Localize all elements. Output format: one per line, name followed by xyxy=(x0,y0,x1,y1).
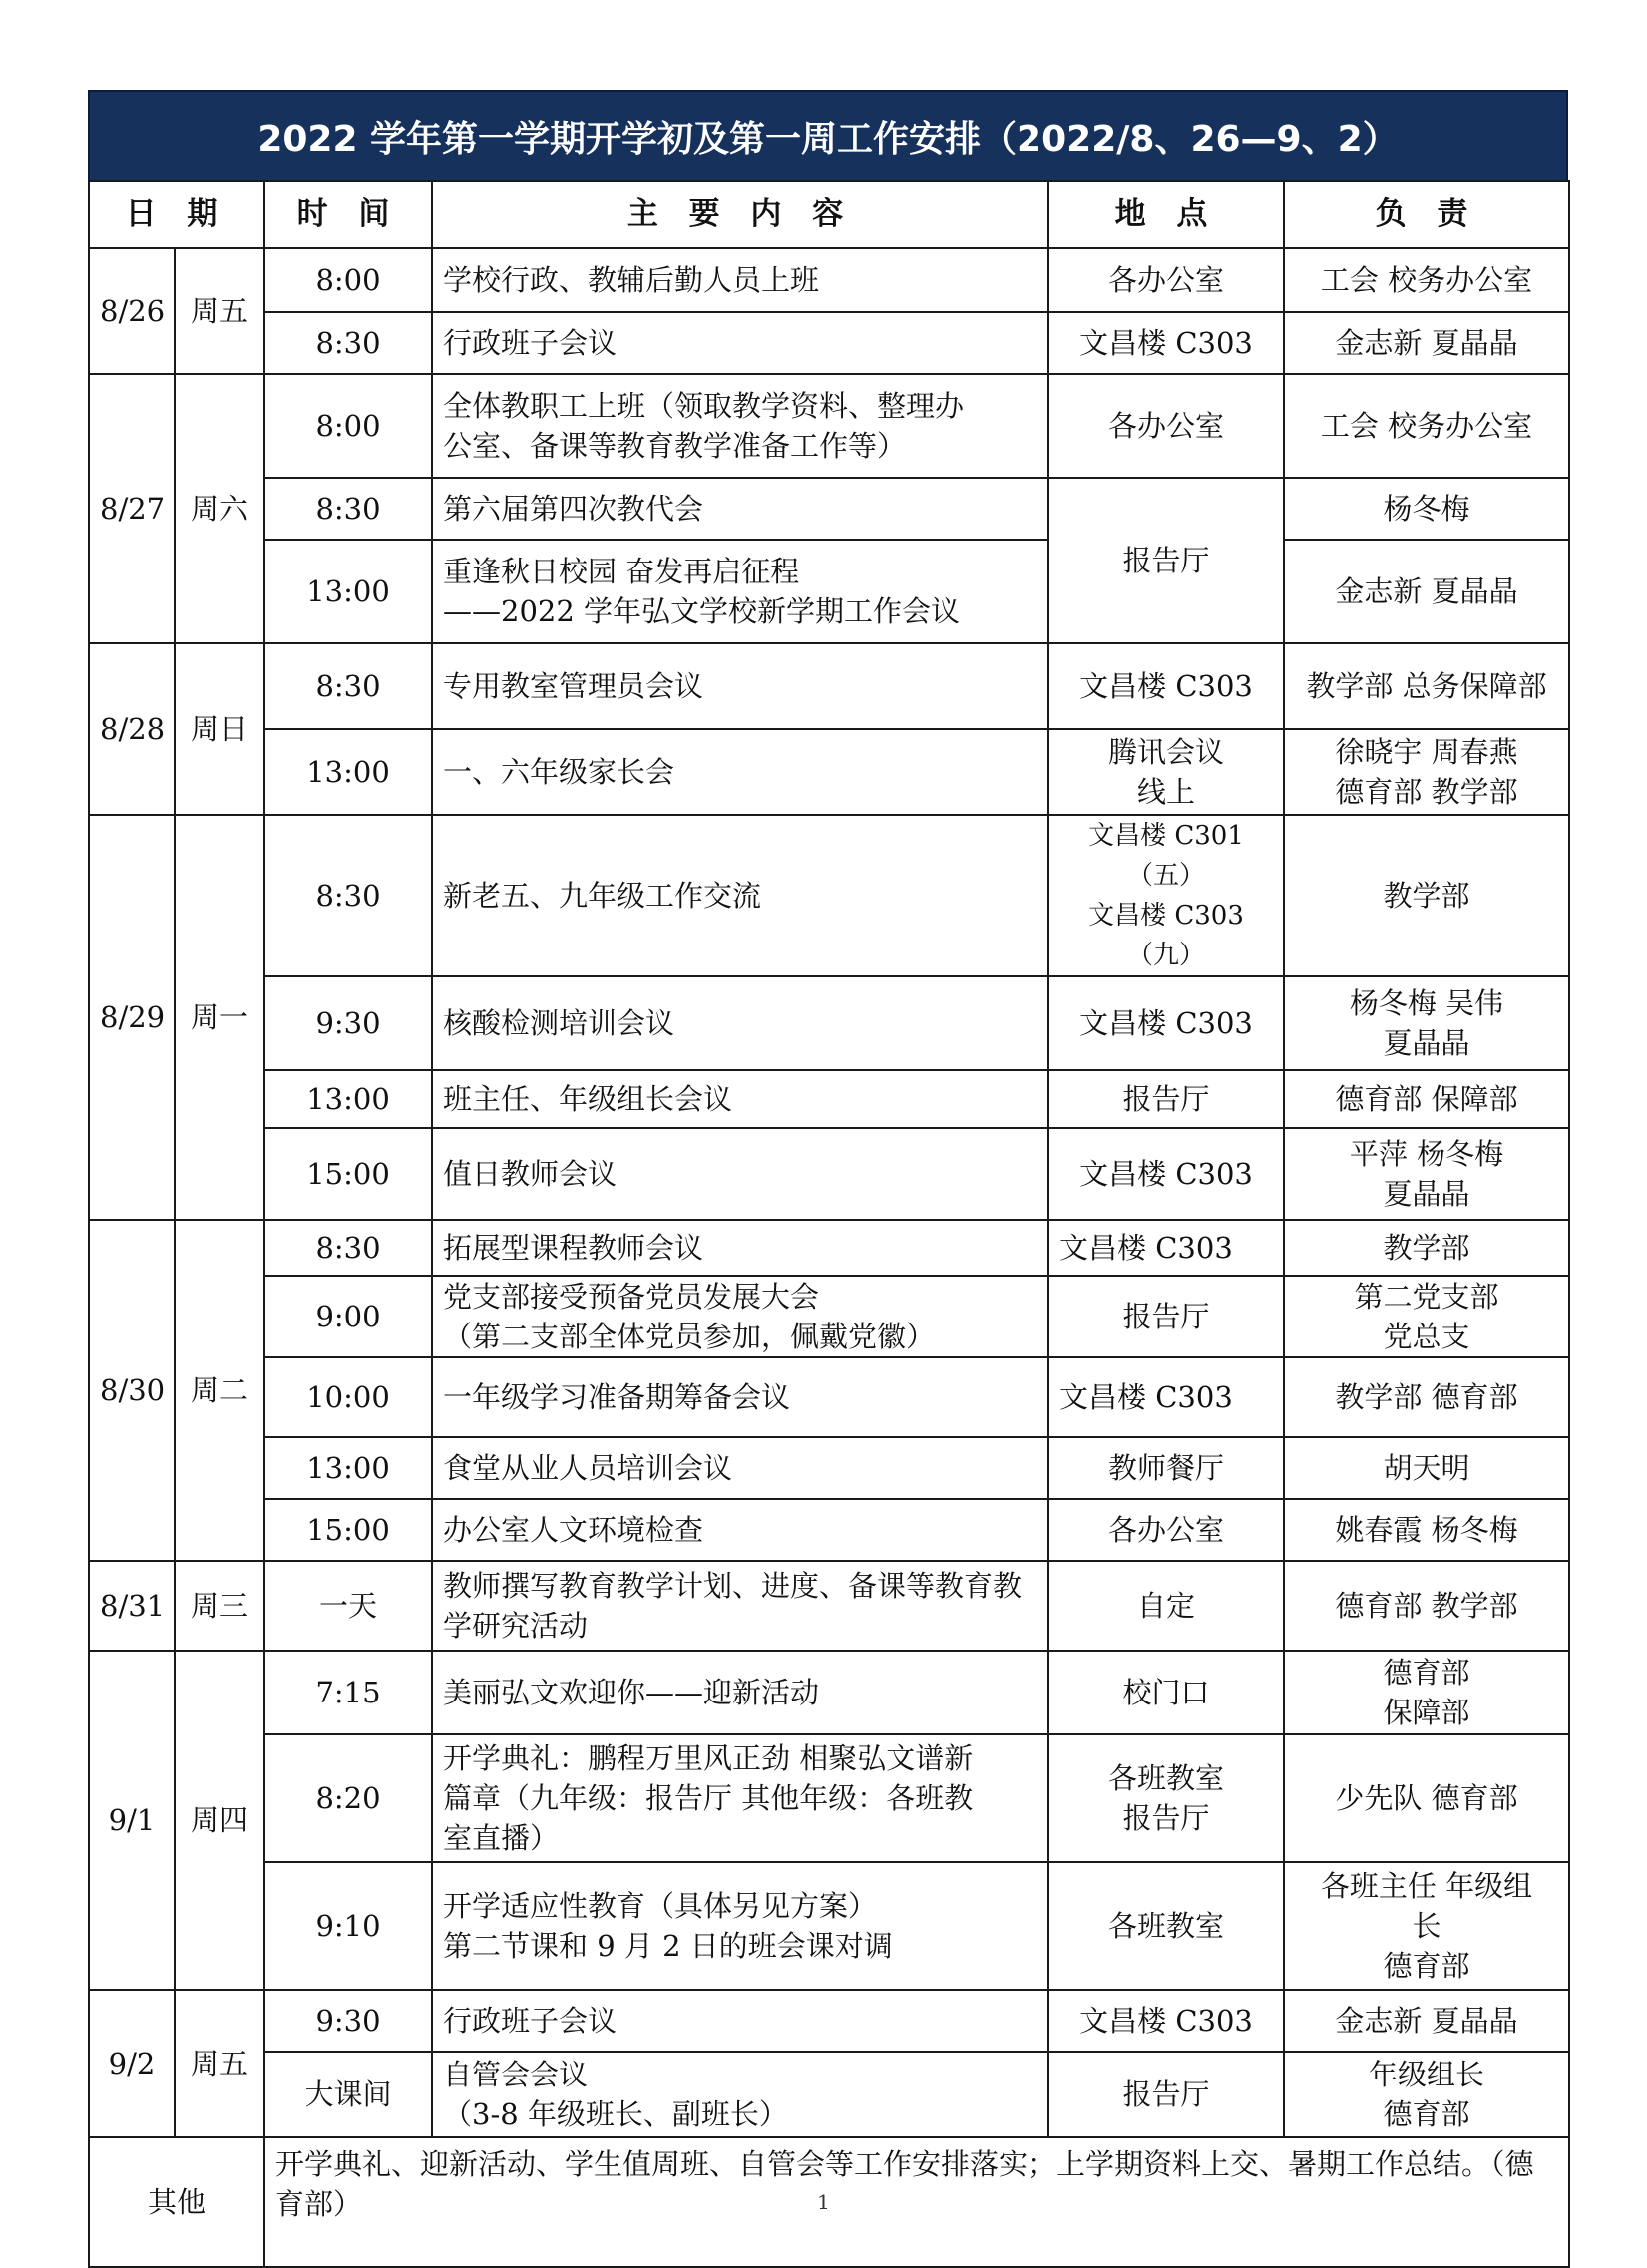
date-cell: 8/29 xyxy=(89,815,175,1220)
content-cell: 值日教师会议 xyxy=(432,1128,1048,1220)
table-row xyxy=(89,1862,1569,1990)
date-cell: 8/27 xyxy=(89,374,175,643)
table-row xyxy=(89,1651,1569,1734)
owner-cell: 工会 校务办公室 xyxy=(1284,248,1569,312)
place-cell: 文昌楼 C303 xyxy=(1048,1220,1284,1276)
time-cell: 一天 xyxy=(264,1561,432,1651)
other-label: 其他 xyxy=(89,2137,264,2267)
time-cell: 8:30 xyxy=(264,478,432,540)
date-cell: 9/2 xyxy=(89,1990,175,2137)
place-cell: 教师餐厅 xyxy=(1048,1437,1284,1499)
place-cell: 报告厅 xyxy=(1048,478,1284,643)
time-cell: 9:10 xyxy=(264,1862,432,1990)
weekday-cell: 周四 xyxy=(175,1651,264,1990)
time-cell: 9:00 xyxy=(264,1276,432,1357)
date-cell: 8/31 xyxy=(89,1561,175,1651)
time-cell: 15:00 xyxy=(264,1128,432,1220)
content-cell: 党支部接受预备党员发展大会 （第二支部全体党员参加，佩戴党徽） xyxy=(432,1276,1048,1357)
owner-cell: 第二党支部 党总支 xyxy=(1284,1276,1569,1357)
table-row xyxy=(89,1070,1569,1128)
date-cell: 8/28 xyxy=(89,643,175,815)
table-row xyxy=(89,815,1569,976)
owner-cell: 金志新 夏晶晶 xyxy=(1284,312,1569,374)
content-cell: 办公室人文环境检查 xyxy=(432,1499,1048,1561)
header-place: 地 点 xyxy=(1048,181,1284,248)
place-cell: 报告厅 xyxy=(1048,2052,1284,2137)
content-cell: 一年级学习准备期筹备会议 xyxy=(432,1357,1048,1437)
time-cell: 15:00 xyxy=(264,1499,432,1561)
place-cell: 报告厅 xyxy=(1048,1276,1284,1357)
owner-cell: 各班主任 年级组 长 德育部 xyxy=(1284,1862,1569,1990)
owner-cell: 工会 校务办公室 xyxy=(1284,374,1569,478)
table-row xyxy=(89,1990,1569,2052)
content-cell: 开学适应性教育（具体另见方案） 第二节课和 9 月 2 日的班会课对调 xyxy=(432,1862,1048,1990)
table-row xyxy=(89,2052,1569,2137)
place-cell: 文昌楼 C301（五） 文昌楼 C303（九） xyxy=(1048,815,1284,976)
other-text: 开学典礼、迎新活动、学生值周班、自管会等工作安排落实；上学期资料上交、暑期工作总结。（德育部） xyxy=(264,2137,1569,2267)
table-row xyxy=(89,1276,1569,1357)
content-cell: 第六届第四次教代会 xyxy=(432,478,1048,540)
place-cell: 各办公室 xyxy=(1048,374,1284,478)
content-cell: 行政班子会议 xyxy=(432,312,1048,374)
table-row xyxy=(89,1437,1569,1499)
content-cell: 拓展型课程教师会议 xyxy=(432,1220,1048,1276)
content-cell: 食堂从业人员培训会议 xyxy=(432,1437,1048,1499)
time-cell: 10:00 xyxy=(264,1357,432,1437)
content-cell: 开学典礼：鹏程万里风正劲 相聚弘文谱新 篇章（九年级：报告厅 其他年级：各班教 室直播） xyxy=(432,1734,1048,1862)
table-row xyxy=(89,1734,1569,1862)
place-cell: 自定 xyxy=(1048,1561,1284,1651)
time-cell: 8:30 xyxy=(264,643,432,729)
place-cell: 报告厅 xyxy=(1048,1070,1284,1128)
content-cell: 专用教室管理员会议 xyxy=(432,643,1048,729)
content-cell: 核酸检测培训会议 xyxy=(432,976,1048,1070)
owner-cell: 教学部 xyxy=(1284,815,1569,976)
time-cell: 7:15 xyxy=(264,1651,432,1734)
owner-cell: 徐晓宇 周春燕 德育部 教学部 xyxy=(1284,729,1569,815)
page-number: 1 xyxy=(817,2190,830,2214)
table-row xyxy=(89,643,1569,729)
time-cell: 8:00 xyxy=(264,374,432,478)
date-cell: 8/26 xyxy=(89,248,175,374)
table-row xyxy=(89,1357,1569,1437)
content-cell: 一、六年级家长会 xyxy=(432,729,1048,815)
time-cell: 8:30 xyxy=(264,1220,432,1276)
time-cell: 9:30 xyxy=(264,976,432,1070)
time-cell: 13:00 xyxy=(264,729,432,815)
place-cell: 腾讯会议 线上 xyxy=(1048,729,1284,815)
content-cell: 行政班子会议 xyxy=(432,1990,1048,2052)
time-cell: 8:30 xyxy=(264,312,432,374)
table-row xyxy=(89,312,1569,374)
owner-cell: 杨冬梅 吴伟 夏晶晶 xyxy=(1284,976,1569,1070)
header-row xyxy=(89,181,1569,248)
time-cell: 8:00 xyxy=(264,248,432,312)
table-row xyxy=(89,976,1569,1070)
weekday-cell: 周日 xyxy=(175,643,264,815)
owner-cell: 金志新 夏晶晶 xyxy=(1284,1990,1569,2052)
owner-cell: 胡天明 xyxy=(1284,1437,1569,1499)
content-cell: 美丽弘文欢迎你——迎新活动 xyxy=(432,1651,1048,1734)
header-time: 时 间 xyxy=(264,181,432,248)
weekday-cell: 周二 xyxy=(175,1220,264,1561)
time-cell: 大课间 xyxy=(264,2052,432,2137)
place-cell: 文昌楼 C303 xyxy=(1048,976,1284,1070)
owner-cell: 德育部 教学部 xyxy=(1284,1561,1569,1651)
header-owner: 负 责 xyxy=(1284,181,1569,248)
weekday-cell: 周五 xyxy=(175,1990,264,2137)
place-cell: 校门口 xyxy=(1048,1651,1284,1734)
table-row xyxy=(89,248,1569,312)
owner-cell: 杨冬梅 xyxy=(1284,478,1569,540)
owner-cell: 教学部 德育部 xyxy=(1284,1357,1569,1437)
table-row xyxy=(89,1561,1569,1651)
table-row xyxy=(89,1220,1569,1276)
schedule-page xyxy=(88,90,1568,2268)
content-cell: 教师撰写教育教学计划、进度、备课等教育教 学研究活动 xyxy=(432,1561,1048,1651)
weekday-cell: 周一 xyxy=(175,815,264,1220)
owner-cell: 姚春霞 杨冬梅 xyxy=(1284,1499,1569,1561)
table-row xyxy=(89,729,1569,815)
owner-cell: 少先队 德育部 xyxy=(1284,1734,1569,1862)
time-cell: 13:00 xyxy=(264,1070,432,1128)
table-row xyxy=(89,1499,1569,1561)
owner-cell: 德育部 保障部 xyxy=(1284,1651,1569,1734)
weekday-cell: 周六 xyxy=(175,374,264,643)
time-cell: 8:30 xyxy=(264,815,432,976)
content-cell: 班主任、年级组长会议 xyxy=(432,1070,1048,1128)
place-cell: 各办公室 xyxy=(1048,248,1284,312)
owner-cell: 年级组长 德育部 xyxy=(1284,2052,1569,2137)
place-cell: 各班教室 xyxy=(1048,1862,1284,1990)
content-cell: 自管会会议 （3-8 年级班长、副班长） xyxy=(432,2052,1048,2137)
content-cell: 新老五、九年级工作交流 xyxy=(432,815,1048,976)
header-date: 日 期 xyxy=(89,181,264,248)
time-cell: 13:00 xyxy=(264,540,432,643)
owner-cell: 平萍 杨冬梅 夏晶晶 xyxy=(1284,1128,1569,1220)
time-cell: 8:20 xyxy=(264,1734,432,1862)
place-cell: 各班教室 报告厅 xyxy=(1048,1734,1284,1862)
date-cell: 8/30 xyxy=(89,1220,175,1561)
header-content: 主 要 内 容 xyxy=(432,181,1048,248)
place-cell: 文昌楼 C303 xyxy=(1048,312,1284,374)
content-cell: 重逢秋日校园 奋发再启征程 ——2022 学年弘文学校新学期工作会议 xyxy=(432,540,1048,643)
weekday-cell: 周三 xyxy=(175,1561,264,1651)
table-row xyxy=(89,478,1569,540)
place-cell: 文昌楼 C303 xyxy=(1048,643,1284,729)
content-cell: 学校行政、教辅后勤人员上班 xyxy=(432,248,1048,312)
schedule-table xyxy=(88,180,1570,2268)
time-cell: 9:30 xyxy=(264,1990,432,2052)
schedule-title: 2022 学年第一学期开学初及第一周工作安排（2022/8、26—9、2） xyxy=(88,90,1568,180)
table-row xyxy=(89,540,1569,643)
content-cell: 全体教职工上班（领取教学资料、整理办 公室、备课等教育教学准备工作等） xyxy=(432,374,1048,478)
table-row xyxy=(89,1128,1569,1220)
owner-cell: 金志新 夏晶晶 xyxy=(1284,540,1569,643)
owner-cell: 教学部 总务保障部 xyxy=(1284,643,1569,729)
date-cell: 9/1 xyxy=(89,1651,175,1990)
place-cell: 文昌楼 C303 xyxy=(1048,1128,1284,1220)
place-cell: 文昌楼 C303 xyxy=(1048,1357,1284,1437)
owner-cell: 德育部 保障部 xyxy=(1284,1070,1569,1128)
time-cell: 13:00 xyxy=(264,1437,432,1499)
owner-cell: 教学部 xyxy=(1284,1220,1569,1276)
place-cell: 文昌楼 C303 xyxy=(1048,1990,1284,2052)
place-cell: 各办公室 xyxy=(1048,1499,1284,1561)
weekday-cell: 周五 xyxy=(175,248,264,374)
table-row xyxy=(89,374,1569,478)
